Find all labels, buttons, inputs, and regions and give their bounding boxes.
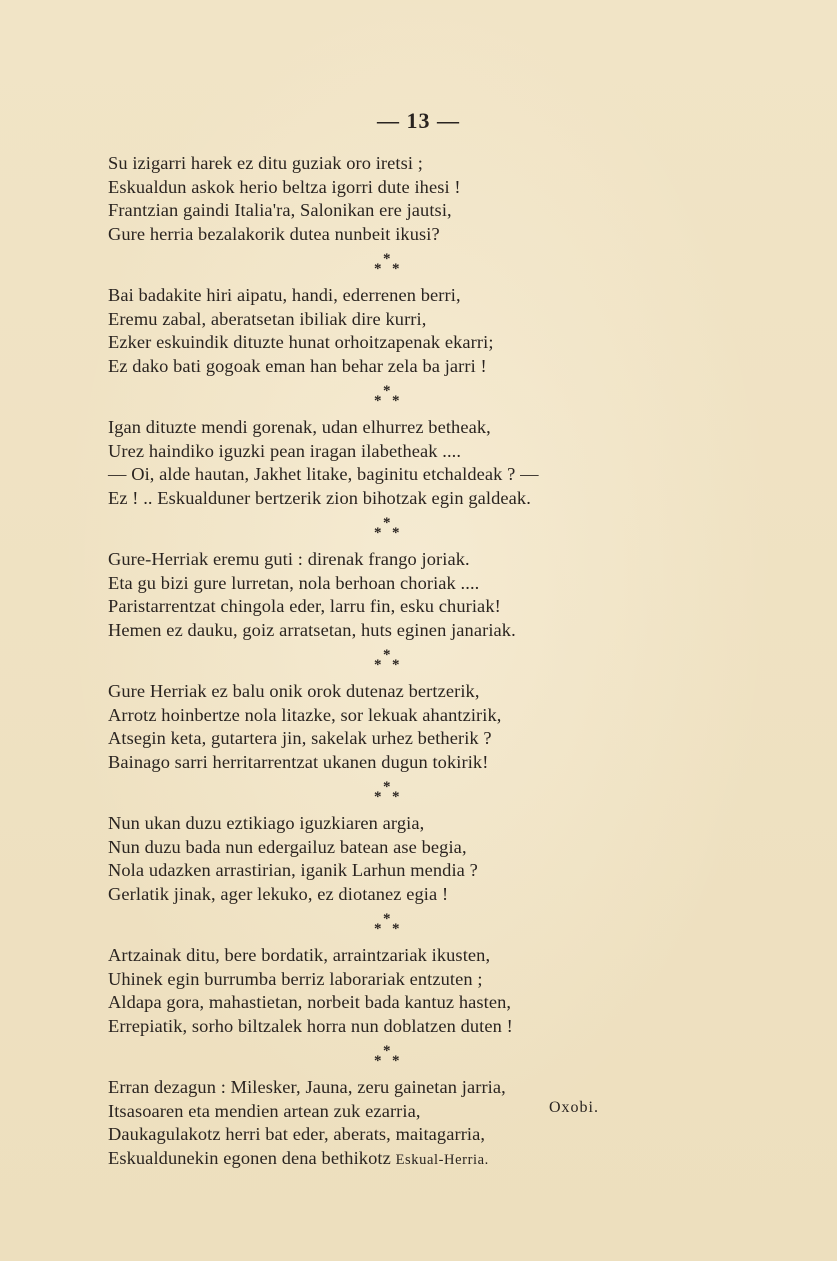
asterism-divider: [108, 246, 628, 284]
poem: [108, 152, 628, 1172]
asterisk-icon: *: [374, 657, 382, 673]
verse-line: Igan dituzte mendi gorenak, udan elhurrez betheak,: [108, 417, 491, 437]
asterisk-icon: *: [383, 779, 391, 795]
verse-line: Gure-Herriak eremu guti : direnak frango joriak.: [108, 549, 470, 569]
verse-line: Gerlatik jinak, ager lekuko, ez diotanez egia !: [108, 883, 449, 904]
verse-line: Errepiatik, sorho biltzalek horra nun doblatzen duten !: [108, 1015, 513, 1036]
asterisk-icon: *: [383, 251, 391, 267]
asterisk-icon: *: [392, 393, 400, 409]
verse-line: Eremu zabal, aberatsetan ibiliak dire kurri,: [108, 308, 427, 329]
page-number: — 13 —: [377, 108, 460, 133]
verse-line: Itsasoaren eta mendien artean zuk ezarria,: [108, 1100, 421, 1121]
verse-line: Frantzian gaindi Italia'ra, Salonikan ere jautsi,: [108, 200, 452, 220]
asterisk-icon: *: [383, 1043, 391, 1059]
verse-line: — Oi, alde hautan, Jakhet litake, baginitu etchaldeak ? —: [108, 464, 539, 484]
verse-line: Nun ukan duzu eztikiago iguzkiaren argia,: [108, 813, 425, 833]
stanza-3: [108, 416, 628, 510]
verse-line: Erran dezagun : Milesker, Jauna, zeru gainetan jarria,: [108, 1077, 506, 1097]
asterisk-icon: *: [374, 1053, 382, 1069]
asterism-divider: [108, 510, 628, 548]
verse-line: Bainago sarri herritarrentzat ukanen dugun tokirik!: [108, 751, 489, 772]
verse-line: Nola udazken arrastirian, iganik Larhun mendia ?: [108, 860, 478, 880]
asterisk-icon: *: [374, 393, 382, 409]
verse-line: Eta gu bizi gure lurretan, nola berhoan choriak ....: [108, 572, 480, 593]
asterism-divider: [108, 378, 628, 416]
asterisk-icon: *: [392, 657, 400, 673]
verse-line: Ezker eskuindik dituzte hunat orhoitzapenak ekarri;: [108, 332, 494, 352]
asterism-divider: [108, 774, 628, 812]
asterism-divider: [108, 642, 628, 680]
stanza-5: [108, 680, 628, 774]
verse-line: Daukagulakotz herri bat eder, aberats, maitagarria,: [108, 1124, 486, 1144]
verse-line: Aldapa gora, mahastietan, norbeit bada kantuz hasten,: [108, 992, 512, 1012]
asterisk-icon: *: [383, 383, 391, 399]
asterisk-icon: *: [383, 911, 391, 927]
verse-line: Urez haindiko iguzki pean iragan ilabetheak ....: [108, 440, 462, 461]
asterisk-icon: *: [392, 261, 400, 277]
asterisk-icon: *: [392, 789, 400, 805]
asterisk-icon: *: [392, 1053, 400, 1069]
verse-line: Gure Herriak ez balu onik orok dutenaz bertzerik,: [108, 681, 480, 701]
verse-line: Bai badakite hiri aipatu, handi, ederrenen berri,: [108, 285, 461, 305]
verse-line: Atsegin keta, gutartera jin, sakelak urhez betherik ?: [108, 728, 492, 748]
asterisk-icon: *: [374, 789, 382, 805]
verse-line: Artzainak ditu, bere bordatik, arraintzariak ikusten,: [108, 945, 491, 965]
asterisk-icon: *: [392, 921, 400, 937]
verse-line: Su izigarri harek ez ditu guziak oro iretsi ;: [108, 153, 423, 173]
asterisk-icon: *: [392, 525, 400, 541]
eskual-herria-smallcaps: Eskual-Herria.: [395, 1151, 489, 1168]
asterisk-icon: *: [383, 515, 391, 531]
asterism-divider: [108, 906, 628, 944]
stanza-8: [108, 1076, 628, 1172]
stanza-1: [108, 152, 628, 246]
stanza-6: [108, 812, 628, 906]
stanza-2: [108, 284, 628, 378]
verse-line: Ez dako bati gogoak eman han behar zela ba jarri !: [108, 355, 487, 376]
stanza-4: [108, 548, 628, 642]
asterisk-icon: *: [383, 647, 391, 663]
verse-line: Paristarrentzat chingola eder, larru fin, esku churiak!: [108, 596, 501, 616]
final-line-text: Eskualdunekin egonen dena bethikotz: [108, 1147, 396, 1168]
author-signature: Oxobi.: [549, 1099, 599, 1116]
verse-line-final: [108, 1147, 628, 1173]
asterism-divider: [108, 1038, 628, 1076]
asterisk-icon: *: [374, 525, 382, 541]
verse-line: Hemen ez dauku, goiz arratsetan, huts eginen janariak.: [108, 619, 516, 640]
asterisk-icon: *: [374, 261, 382, 277]
verse-line: Uhinek egin burrumba berriz laborariak entzuten ;: [108, 968, 483, 989]
verse-line: Eskualdun askok herio beltza igorri dute ihesi !: [108, 176, 461, 197]
stanza-7: [108, 944, 628, 1038]
verse-line: Nun duzu bada nun edergailuz batean ase begia,: [108, 836, 467, 857]
asterisk-icon: *: [374, 921, 382, 937]
verse-line: Gure herria bezalakorik dutea nunbeit ikusi?: [108, 223, 440, 244]
verse-line: Ez ! .. Eskualduner bertzerik zion bihotzak egin galdeak.: [108, 487, 531, 508]
verse-line: Arrotz hoinbertze nola litazke, sor lekuak ahantzirik,: [108, 704, 502, 725]
